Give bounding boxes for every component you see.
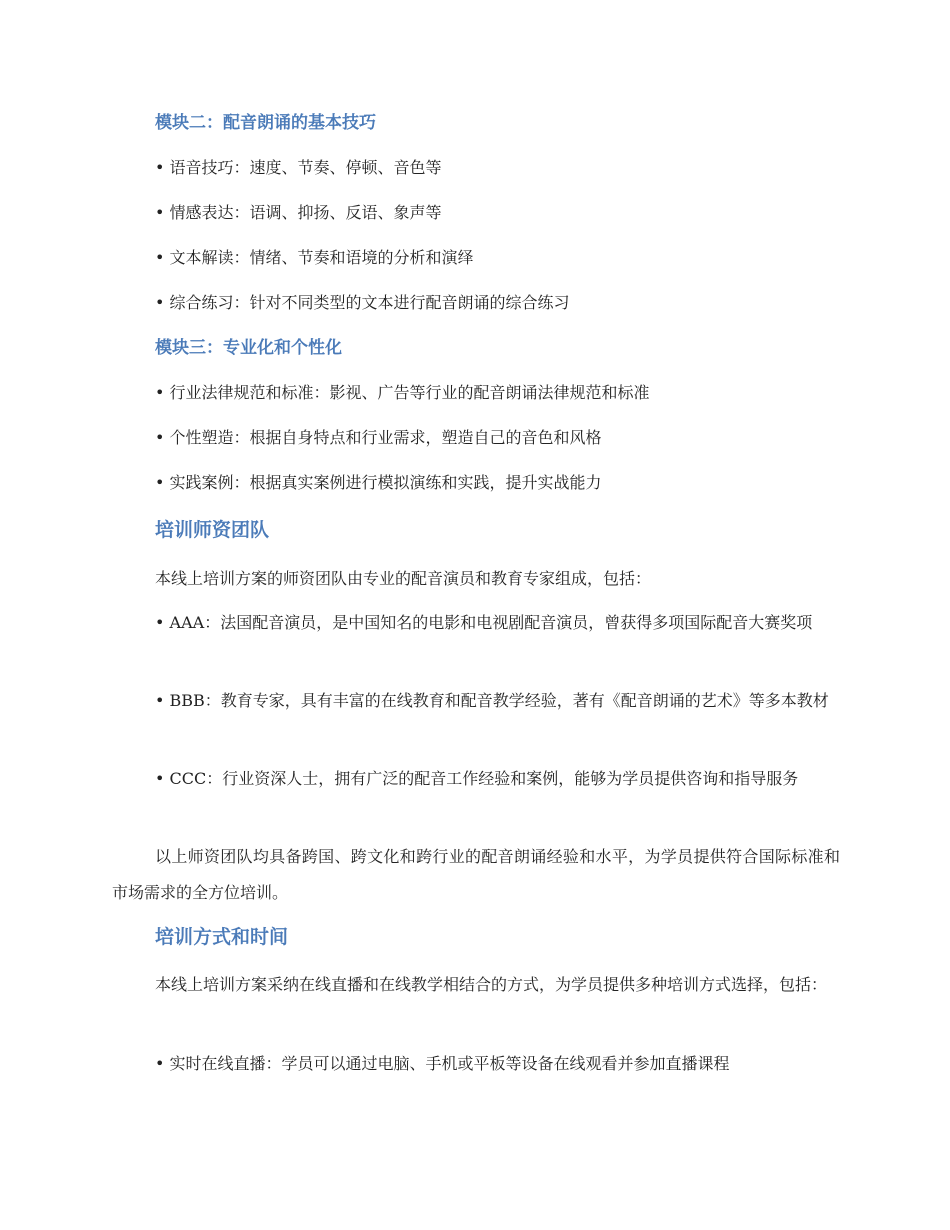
module3-item: • 个性塑造：根据自身特点和行业需求，塑造自己的音色和风格 — [155, 428, 602, 447]
team-heading: 培训师资团队 — [155, 519, 270, 541]
module2-item: • 语音技巧：速度、节奏、停顿、音色等 — [155, 158, 442, 177]
method-intro: 本线上培训方案采纳在线直播和在线教学相结合的方式，为学员提供多种培训方式选择，包括： — [155, 975, 828, 994]
module2-item: • 情感表达：语调、抑扬、反语、象声等 — [155, 203, 442, 222]
team-member: • AAA：法国配音演员，是中国知名的电影和电视剧配音演员，曾获得多项国际配音大赛奖项 — [155, 613, 813, 632]
module3-item: • 实践案例：根据真实案例进行模拟演练和实践，提升实战能力 — [155, 473, 602, 492]
method-item: • 实时在线直播：学员可以通过电脑、手机或平板等设备在线观看并参加直播课程 — [155, 1054, 730, 1073]
module2-item: • 文本解读：情绪、节奏和语境的分析和演绎 — [155, 248, 474, 267]
team-summary: 以上师资团队均具备跨国、跨文化和跨行业的配音朗诵经验和水平，为学员提供符合国际标准和市场需求的全方位培训。 — [112, 847, 840, 902]
method-heading: 培训方式和时间 — [155, 926, 289, 948]
module3-heading: 模块三：专业化和个性化 — [155, 338, 342, 358]
module2-heading: 模块二：配音朗诵的基本技巧 — [155, 113, 376, 133]
team-intro: 本线上培训方案的师资团队由专业的配音演员和教育专家组成，包括： — [155, 569, 652, 588]
module2-item: • 综合练习：针对不同类型的文本进行配音朗诵的综合练习 — [155, 293, 570, 312]
module3-item: • 行业法律规范和标准：影视、广告等行业的配音朗诵法律规范和标准 — [155, 383, 650, 402]
team-member: • CCC：行业资深人士，拥有广泛的配音工作经验和案例，能够为学员提供咨询和指导服务 — [155, 769, 799, 788]
team-member: • BBB：教育专家，具有丰富的在线教育和配音教学经验，著有《配音朗诵的艺术》等多本教材 — [155, 691, 829, 710]
